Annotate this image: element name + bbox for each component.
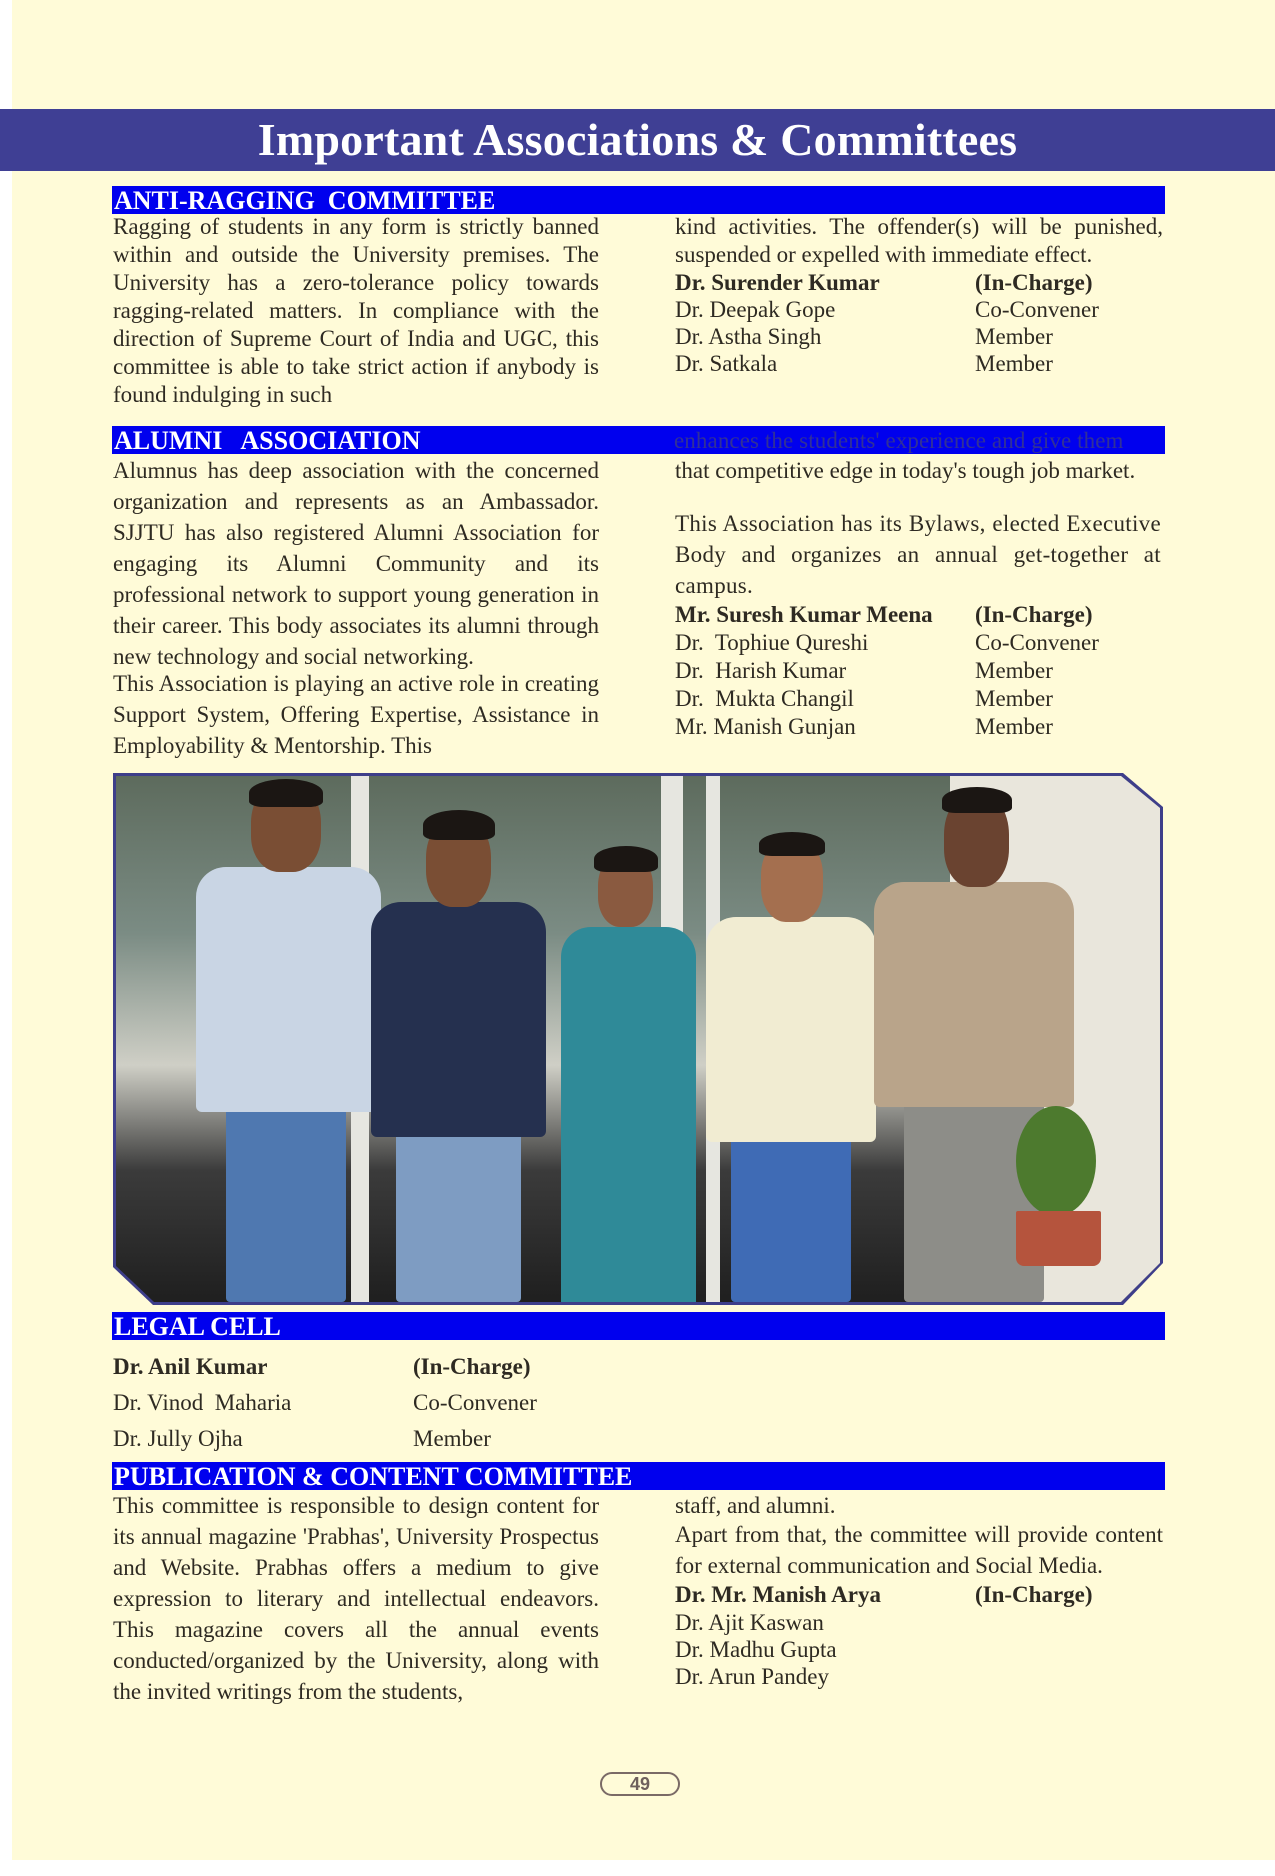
member-role: Member (975, 714, 1053, 739)
member-name: Dr. Astha Singh (675, 324, 822, 349)
person (186, 777, 386, 1302)
section-title: ANTI-RAGGING COMMITTEE (114, 186, 496, 214)
member-role: (In-Charge) (975, 1582, 1093, 1607)
publication-left-column (113, 1490, 599, 1707)
anti-ragging-paragraph: Ragging of students in any form is strictly banned within and outside the University premises. The University has a zero-tolerance policy towards ragging-related matters. In compliance with the direction of Supreme Court of India and UGC, this committee is able to take strict action if anybody is found indulging in such (113, 214, 599, 407)
member-row (675, 323, 1163, 350)
member-row (113, 1424, 713, 1460)
member-name: Dr. Harish Kumar (675, 658, 847, 683)
member-role: Co-Convener (413, 1390, 537, 1415)
legal-cell-members (113, 1352, 713, 1460)
member-name: Dr. Surender Kumar (675, 270, 880, 295)
member-name: Mr. Suresh Kumar Meena (675, 602, 933, 627)
member-name: Mr. Manish Gunjan (675, 714, 856, 739)
section-header-alumni (112, 426, 1165, 454)
group-photo (113, 773, 1163, 1305)
member-name: Dr. Mr. Manish Arya (675, 1582, 881, 1607)
alumni-paragraph: Alumnus has deep association with the concerned organization and represents as an Ambassador. SJJTU has also registered Alumni Association for engaging its Alumni Community and its professional network to support young generation in their career. This body associates its alumni through new technology and social networking. (113, 458, 599, 669)
member-row (675, 296, 1163, 323)
member-name: Dr. Ajit Kaswan (675, 1610, 824, 1635)
section-header-publication (112, 1462, 1165, 1490)
person (556, 842, 701, 1302)
member-row (675, 601, 1161, 629)
anti-ragging-left-column (113, 213, 599, 409)
member-row (675, 1636, 1163, 1663)
member-row (675, 629, 1161, 657)
person (706, 827, 876, 1302)
member-role: Member (975, 658, 1053, 683)
member-role: (In-Charge) (975, 270, 1093, 295)
publication-paragraph: This committee is responsible to design content for its annual magazine 'Prabhas', University Prospectus and Website. Prabhas offers a medium to give expression to literary and intellectual endeavors. This magazine covers all the annual events conducted/organized by the University, along with the invited writings from the students, (113, 1493, 599, 1704)
member-role: (In-Charge) (413, 1354, 531, 1379)
member-role: Member (975, 686, 1053, 711)
section-header-anti-ragging (112, 186, 1165, 214)
publication-paragraph-continued: staff, and alumni. (675, 1493, 836, 1518)
publication-right-column (675, 1492, 1163, 1690)
member-name: Dr. Vinod Maharia (113, 1390, 292, 1415)
plant (1016, 1106, 1096, 1216)
section-header-legal-cell (112, 1312, 1165, 1340)
alumni-paragraph: This Association is playing an active role in creating Support System, Offering Expertise, Assistance in Employability & Mentorship. This (113, 671, 599, 758)
section-title: LEGAL CELL (114, 1312, 281, 1340)
member-name: Dr. Mukta Changil (675, 686, 854, 711)
section-title: ALUMNI ASSOCIATION (114, 426, 421, 454)
anti-ragging-paragraph-continued: kind activities. The offender(s) will be punished, suspended or expelled with immediate effect. (675, 214, 1163, 267)
member-role: Co-Convener (975, 297, 1099, 322)
member-row (675, 269, 1163, 296)
member-row (675, 713, 1161, 741)
member-row (113, 1388, 713, 1424)
anti-ragging-right-column (675, 213, 1163, 377)
member-role: (In-Charge) (975, 602, 1093, 627)
header-overflow-text: enhances the students' experience and give them (674, 428, 1124, 453)
alumni-paragraph: This Association has its Bylaws, elected Executive Body and organizes an annual get-together at campus. (675, 511, 1161, 598)
member-name: Dr. Anil Kumar (113, 1354, 268, 1379)
member-role: Co-Convener (975, 630, 1099, 655)
page-number: 49 (600, 1772, 680, 1796)
member-name: Dr. Arun Pandey (675, 1664, 829, 1689)
member-name: Dr. Jully Ojha (113, 1426, 243, 1451)
member-row (675, 350, 1163, 377)
page-title: Important Associations & Committees (0, 109, 1275, 171)
member-name: Dr. Tophiue Qureshi (675, 630, 869, 655)
member-row (675, 1663, 1163, 1690)
alumni-left-column (113, 455, 599, 761)
group-photo-image (116, 776, 1160, 1302)
member-row (675, 1609, 1163, 1636)
alumni-right-column (675, 456, 1161, 741)
member-row (675, 685, 1161, 713)
publication-paragraph: Apart from that, the committee will provide content for external communication and Social Media. (675, 1522, 1163, 1578)
member-role: Member (975, 324, 1053, 349)
flower-pot (1016, 1211, 1101, 1266)
member-name: Dr. Deepak Gope (675, 297, 836, 322)
member-row (675, 657, 1161, 685)
section-title: PUBLICATION & CONTENT COMMITTEE (114, 1462, 633, 1490)
member-role: Member (413, 1426, 491, 1451)
member-row (113, 1352, 713, 1388)
alumni-paragraph-continued: that competitive edge in today's tough job market. (675, 458, 1136, 483)
member-name: Dr. Madhu Gupta (675, 1637, 837, 1662)
person (371, 802, 546, 1302)
member-name: Dr. Satkala (675, 351, 778, 376)
member-role: Member (975, 351, 1053, 376)
member-row (675, 1581, 1163, 1609)
